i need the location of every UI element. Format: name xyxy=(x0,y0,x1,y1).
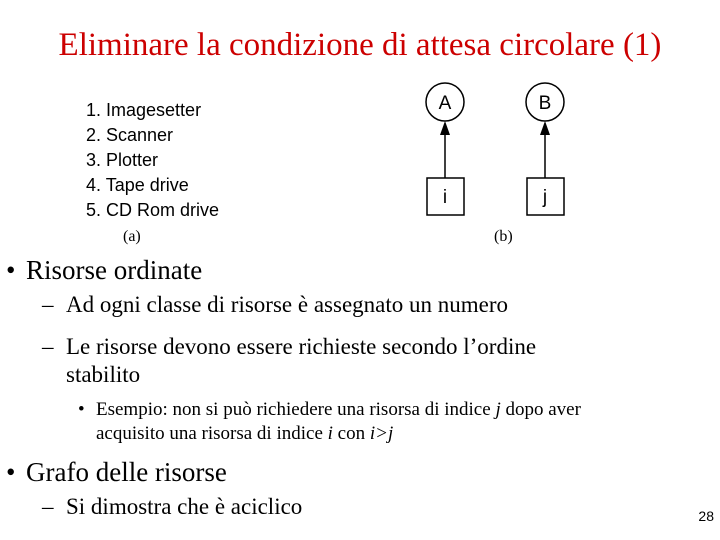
sub-bullet-ordine: – Le risorse devono essere richieste secondo l’ordine stabilito xyxy=(42,334,537,387)
slide-title: Eliminare la condizione di attesa circolare (1) xyxy=(58,27,662,63)
sub-bullet-classe: – Ad ogni classe di risorse è assegnato un numero xyxy=(42,292,509,317)
arrowhead-a xyxy=(440,121,450,135)
example-bullet: • Esempio: non si può richiedere una risorsa di indice j dopo aver acquisito una risorsa di indice i con i>j xyxy=(78,399,581,444)
caption-a: (a) xyxy=(123,228,141,245)
bullet-grafo: • Grafo delle risorse xyxy=(6,457,227,487)
sub-bullet-aciclico: – Si dimostra che è aciclico xyxy=(42,494,303,519)
process-b-label: B xyxy=(538,93,552,114)
process-a-label: A xyxy=(438,93,452,114)
dash-marker: – xyxy=(42,494,54,519)
bullet-dot: • xyxy=(78,399,85,420)
list-item: 3. Plotter xyxy=(86,150,159,170)
resource-j-label: j xyxy=(542,187,548,208)
bullet-dot: • xyxy=(6,457,16,487)
figure-b-diagram xyxy=(400,75,600,225)
caption-b: (b) xyxy=(494,228,513,245)
list-item: 2. Scanner xyxy=(86,125,174,145)
list-item: 1. Imagesetter xyxy=(86,100,202,120)
dash-marker: – xyxy=(42,334,54,359)
arrowhead-b xyxy=(540,121,550,135)
resource-i-label: i xyxy=(442,187,448,208)
dash-marker: – xyxy=(42,292,54,317)
list-item: 5. CD Rom drive xyxy=(86,200,220,220)
resource-list xyxy=(86,98,219,223)
bullet-risorse-ordinate: • Risorse ordinate xyxy=(6,255,203,285)
list-item: 4. Tape drive xyxy=(86,175,189,195)
bullet-dot: • xyxy=(6,255,16,285)
page-number: 28 xyxy=(698,508,714,524)
